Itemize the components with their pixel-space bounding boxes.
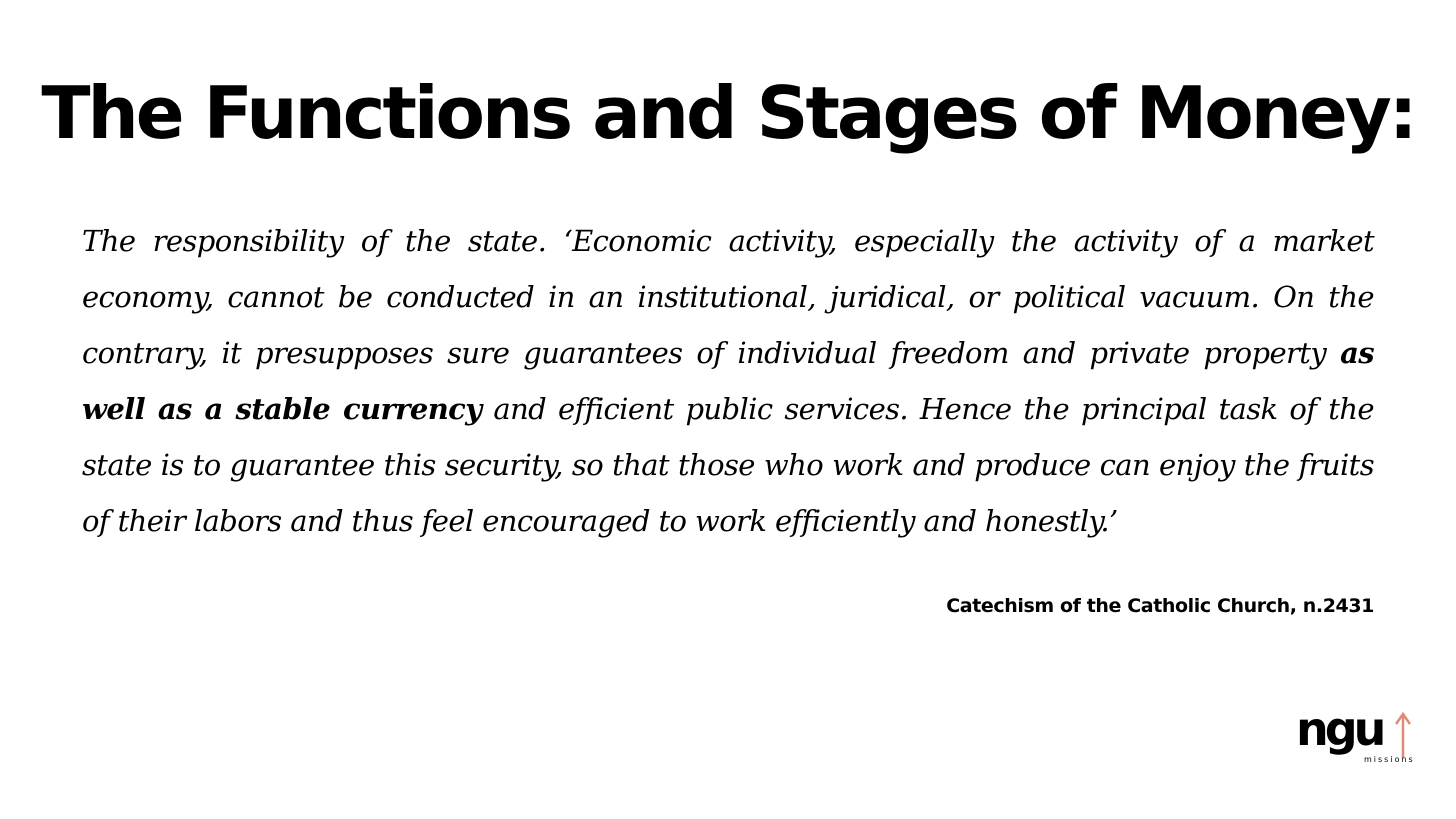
logo-wordmark: ngu	[1296, 702, 1383, 756]
ngu-missions-logo	[1296, 702, 1422, 770]
up-arrow-icon	[1394, 710, 1412, 760]
quote-text	[82, 213, 1374, 549]
quote-text-start: The responsibility of the state. ‘Economic activity, especially the activity of a market economy, cannot be conducted in an institutional, juridical, or political vacuum. On the contrary, it presupposes sure guarantees of individual freedom and private property	[82, 224, 1374, 370]
quote-citation: Catechism of the Catholic Church, n.2431	[946, 595, 1374, 617]
quote-emphasis: as well as a stable currency	[82, 336, 1374, 426]
slide-title: The Functions and Stages of Money:	[41, 71, 1415, 155]
logo-subtitle: missions	[1364, 755, 1415, 764]
quote-text-end: and efficient public services. Hence the principal task of the state is to guarantee this security, so that those who work and produce can enjoy the fruits of their labors and thus feel encouraged to work efficiently and honestly.’	[82, 392, 1374, 538]
